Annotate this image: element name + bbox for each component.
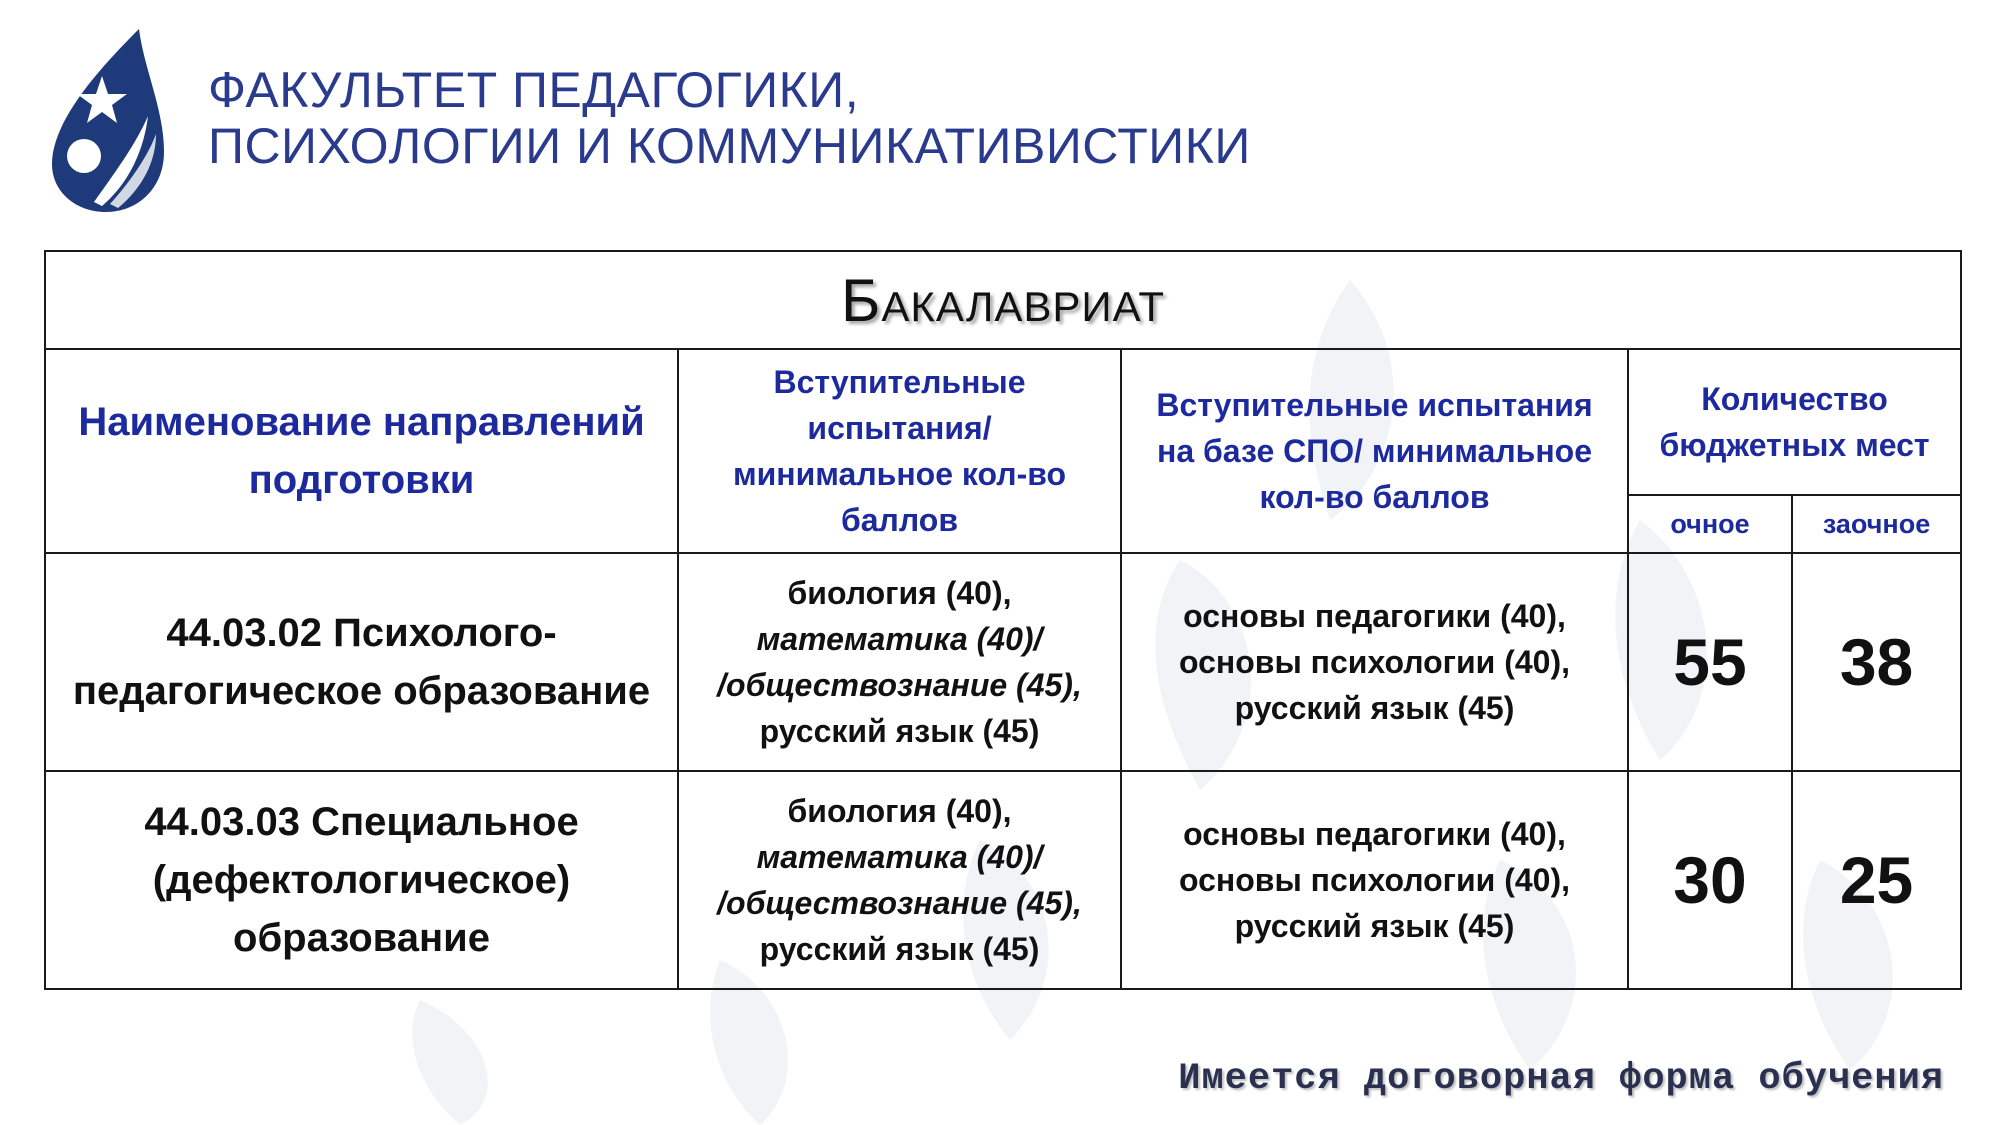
title-line-2: ПСИХОЛОГИИ И КОММУНИКАТИВИСТИКИ [208,118,1251,174]
parttime-places: 38 [1792,553,1961,771]
column-header-budget-text: Количество бюджетных мест [1659,381,1930,463]
contract-form-note: Имеется договорная форма обучения [1178,1058,1944,1100]
exam-line: математика (40)/ [756,621,1043,657]
column-header-name-text: Наименование направлений подготовки [78,400,645,502]
program-name-text: 44.03.02 Психолого-педагогическое образование [72,611,651,713]
exam-line: математика (40)/ [756,839,1043,875]
admission-table [44,250,1962,990]
exam-line: /обществознание (45), [717,667,1082,703]
title-line-1: ФАКУЛЬТЕТ ПЕДАГОГИКИ, [208,62,860,118]
table-row [45,553,1961,771]
fulltime-places: 30 [1628,771,1792,989]
exam-line: биология (40), [787,575,1012,611]
column-header-exam-text: Вступительные испытания/ минимальное кол-во баллов [732,364,1067,538]
column-header-exam [678,349,1121,553]
column-header-parttime: заочное [1792,495,1961,553]
exam-spo-line: основы педагогики (40), [1183,598,1566,634]
exam-cell [678,553,1121,771]
faculty-logo-icon [44,24,174,214]
exam-line: биология (40), [787,793,1012,829]
parttime-places: 25 [1792,771,1961,989]
column-header-exam-spo-text: Вступительные испытания на базе СПО/ минимальное кол-во баллов [1156,387,1593,515]
program-name-text: 44.03.03 Специальное (дефектологическое) образование [144,800,579,960]
column-header-exam-spo [1121,349,1628,553]
exam-spo-line: русский язык (45) [1234,908,1515,944]
exam-spo-line: русский язык (45) [1234,690,1515,726]
exam-spo-line: основы психологии (40), [1178,862,1571,898]
exam-line: /обществознание (45), [717,885,1082,921]
exam-spo-line: основы педагогики (40), [1183,816,1566,852]
exam-spo-line: основы психологии (40), [1178,644,1571,680]
column-header-budget [1628,349,1961,495]
table-row [45,771,1961,989]
table-banner: Бакалавриат [45,251,1961,349]
program-name [45,771,678,989]
program-name [45,553,678,771]
exam-cell [678,771,1121,989]
exam-line: русский язык (45) [759,713,1040,749]
fulltime-places: 55 [1628,553,1792,771]
exam-line: русский язык (45) [759,931,1040,967]
exam-spo-cell [1121,553,1628,771]
column-header-fulltime: очное [1628,495,1792,553]
exam-spo-cell [1121,771,1628,989]
faculty-title [208,62,1251,174]
column-header-name [45,349,678,553]
